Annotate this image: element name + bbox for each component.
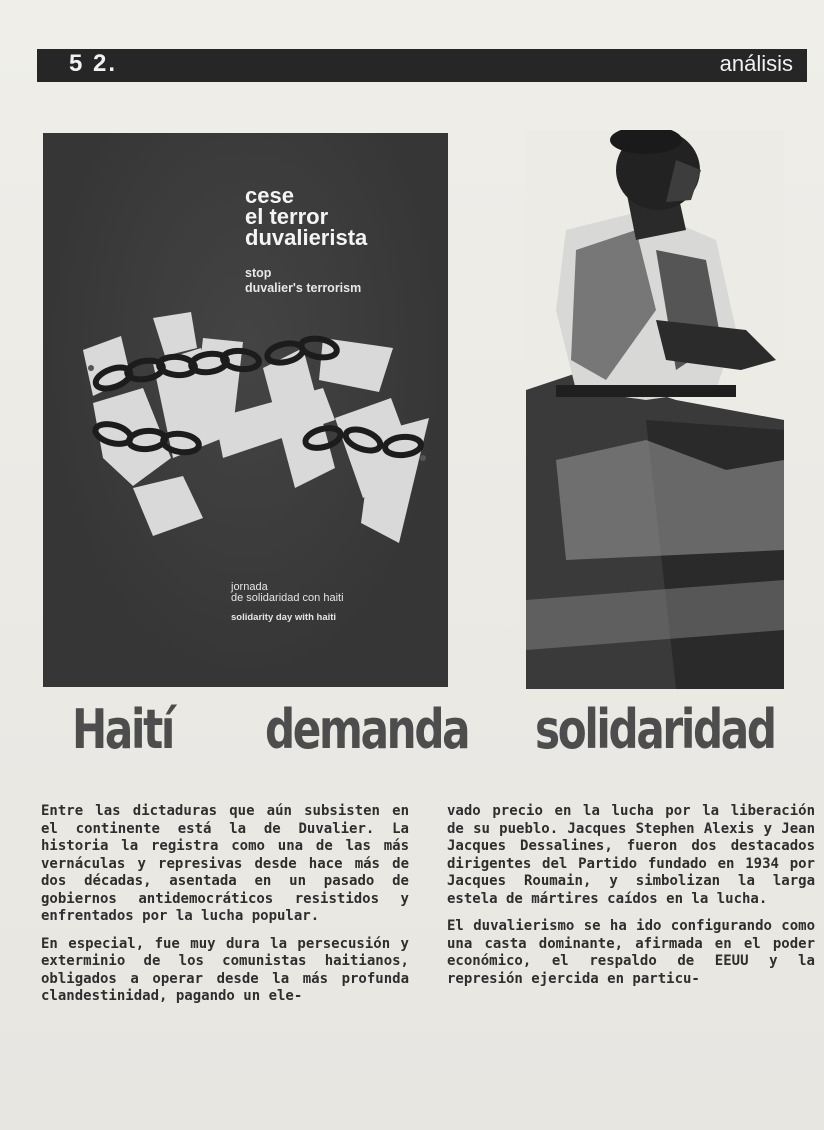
headline bbox=[72, 698, 792, 768]
poster-title bbox=[245, 185, 367, 248]
article-paragraph: El duvalierismo se ha ido configurando como una casta dominante, afirmada en el poder económico, el respaldo de EEUU y la represión ejercida en particu- bbox=[447, 918, 815, 987]
article-paragraph: En especial, fue muy dura la persecusión y exterminio de los comunistas haitianos, obligados a operar desde la más profunda clandestinidad, pagando un ele- bbox=[41, 935, 409, 1004]
poster-title-line: duvalierista bbox=[245, 225, 368, 250]
headline-word: demanda bbox=[265, 698, 469, 761]
poster-title-line: el terror bbox=[245, 204, 329, 229]
poster-footer-line: de solidaridad con haiti bbox=[231, 592, 344, 604]
article-column-right bbox=[447, 803, 815, 998]
poster-title-line: cese bbox=[245, 183, 294, 208]
man-photograph bbox=[526, 130, 784, 689]
article-paragraph: Entre las dictaduras que aún subsisten en el continente está la de Duvalier. La historia la registra como una de las más vernáculas y represivas desde hace más de dos décadas, asentada en un pasado de gobiernos antidemocráticos resistidos y enfrentados por la lucha popular. bbox=[41, 803, 409, 924]
poster-footer bbox=[231, 582, 344, 623]
headline-word: solidaridad bbox=[535, 698, 775, 761]
poster-footer-english: solidarity day with haiti bbox=[231, 612, 337, 623]
article-column-left bbox=[41, 803, 409, 1016]
article-paragraph: vado precio en la lucha por la liberación de su pueblo. Jacques Stephen Alexis y Jean Jacques Dessalines, fueron dos destacados dirigentes del Partido fundado en 1934 por Jacques Roumain, y simbolizan la larga estela de mártires caídos en la lucha. bbox=[447, 803, 815, 907]
poster-subtitle-line: duvalier's terrorism bbox=[245, 281, 362, 295]
poster-footer-line: jornada bbox=[231, 581, 268, 593]
poster-subtitle bbox=[245, 266, 361, 296]
poster-image bbox=[43, 133, 448, 687]
poster-subtitle-line: stop bbox=[245, 266, 272, 280]
header-bar bbox=[37, 49, 807, 82]
broken-chains-artwork bbox=[73, 308, 443, 568]
headline-word: Haití bbox=[72, 698, 173, 761]
section-label: análisis bbox=[719, 51, 793, 76]
page-number: 5 2. bbox=[69, 50, 118, 77]
